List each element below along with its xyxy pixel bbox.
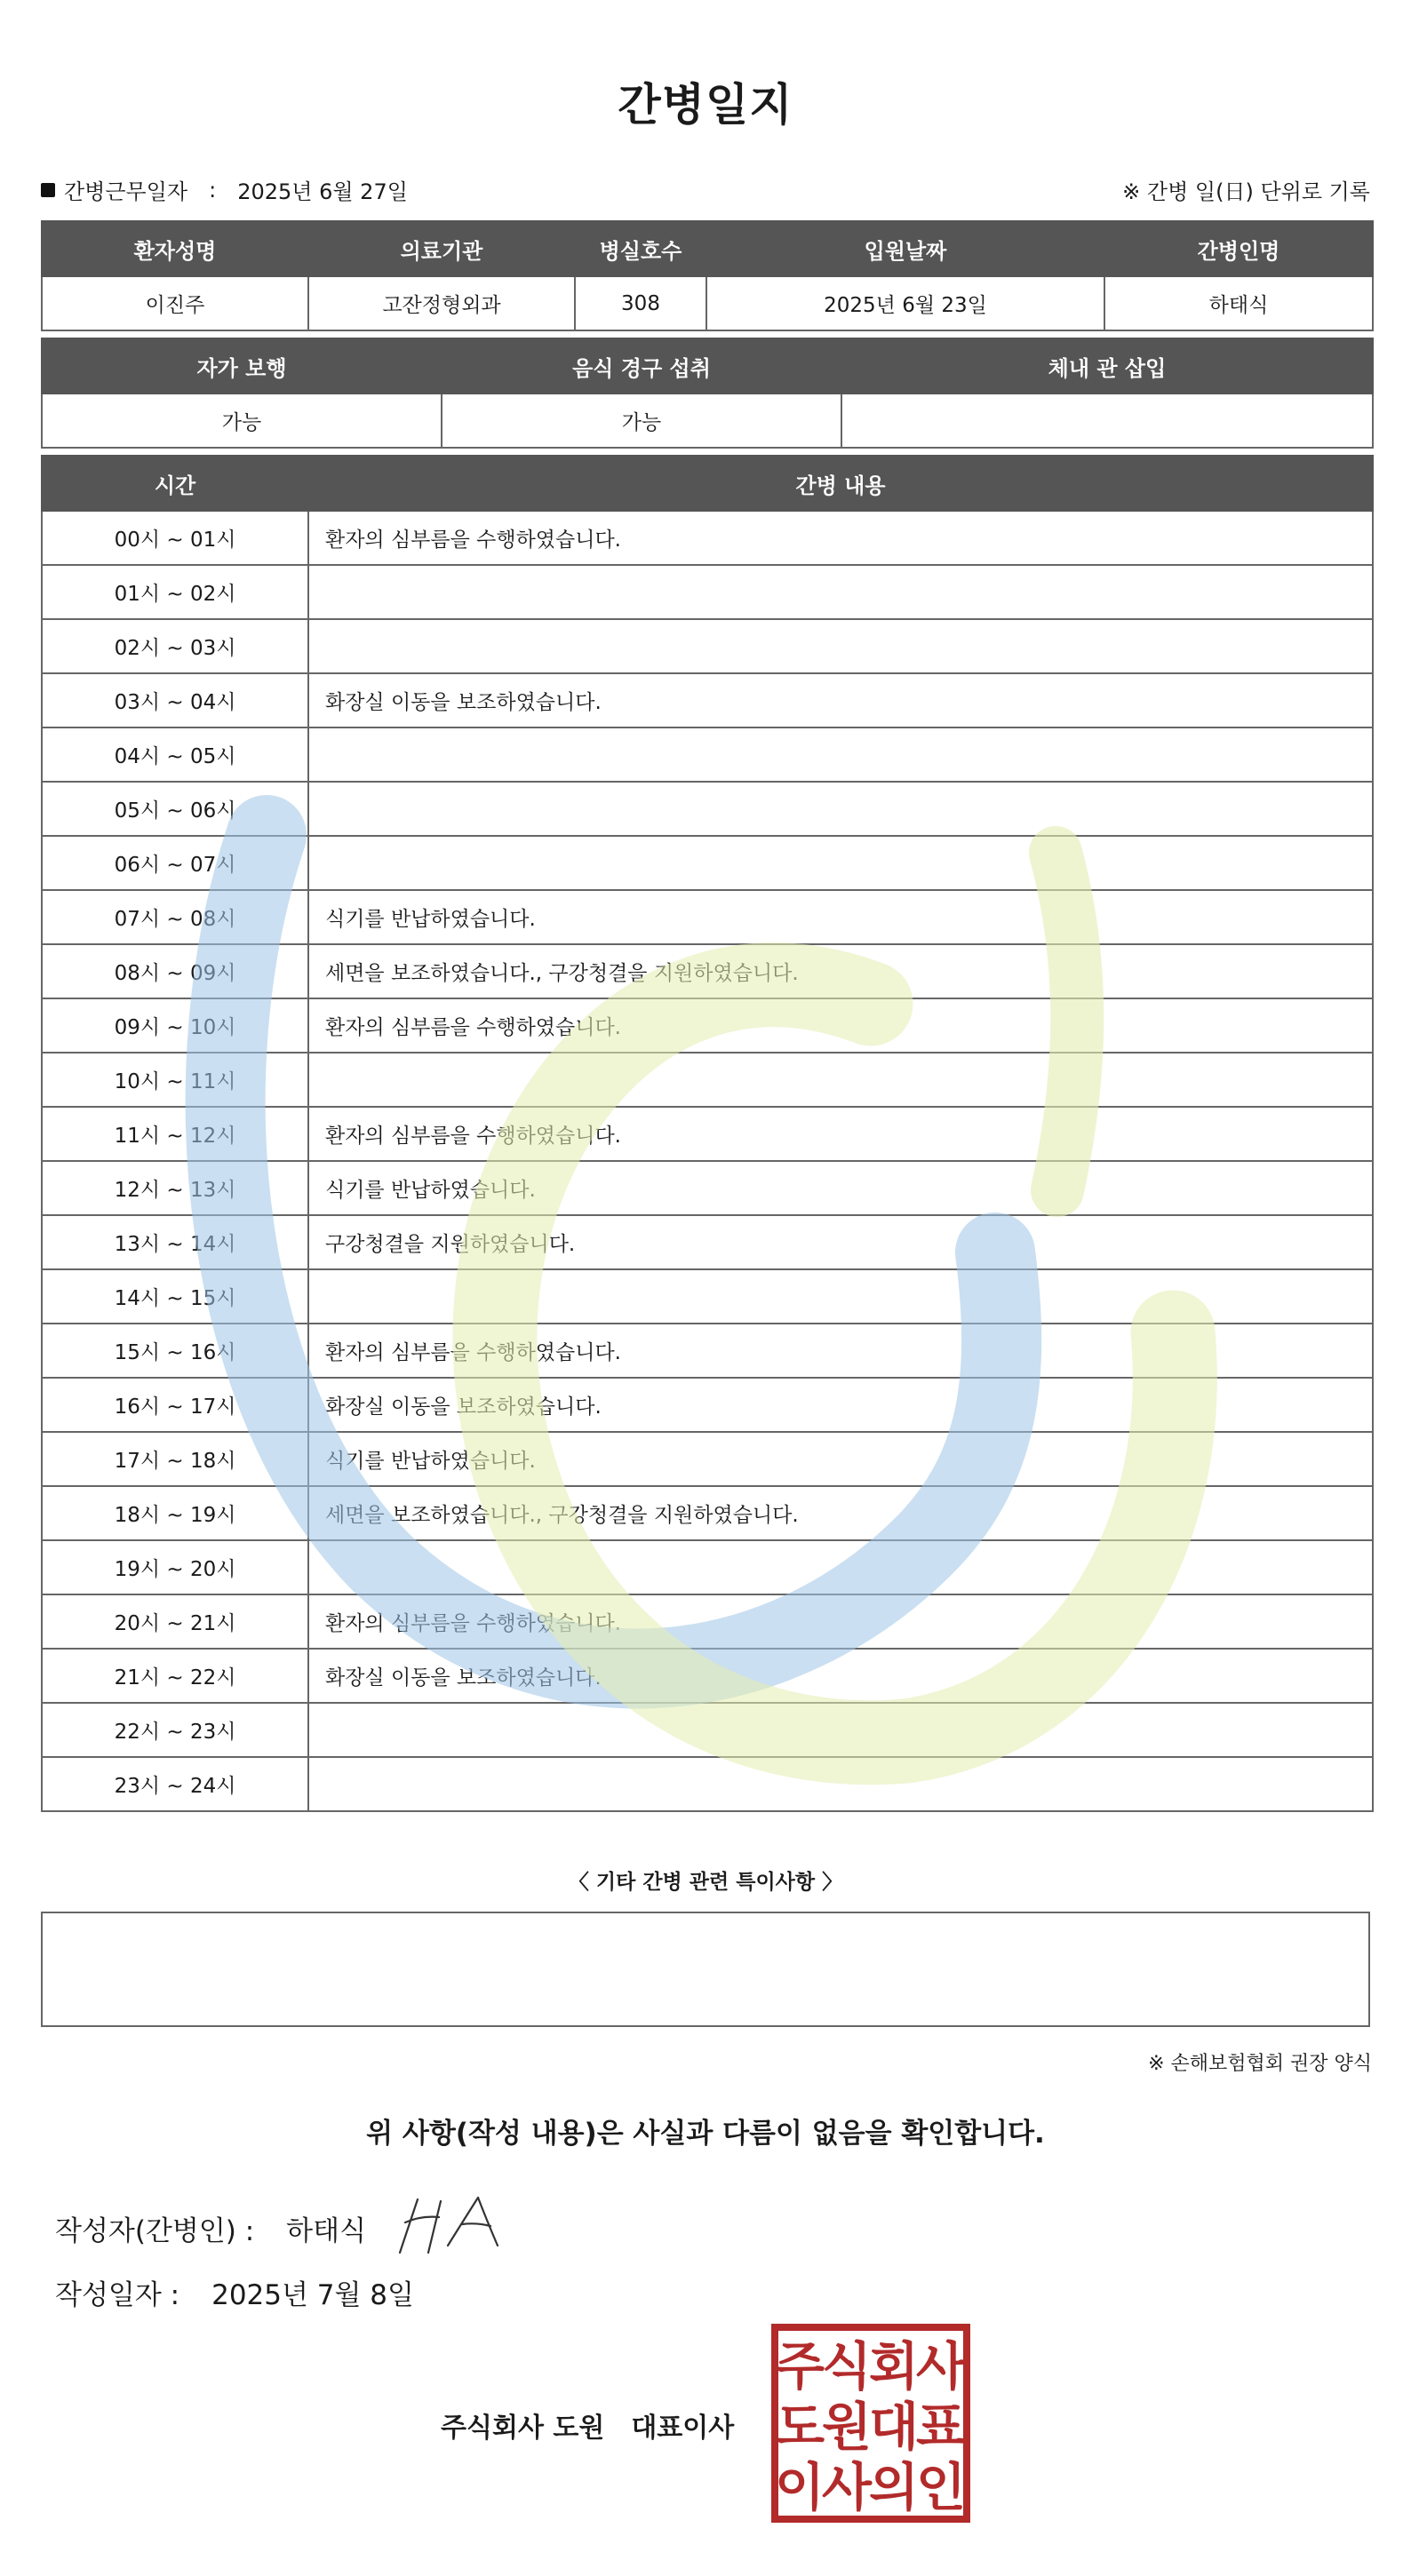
work-date-value: 2025년 6월 27일: [237, 179, 408, 204]
company-name: 주식회사 도원: [441, 2413, 605, 2444]
oral-intake-header: 음식 경구 섭취: [442, 338, 841, 394]
patient-name-cell: 이진주: [42, 276, 308, 330]
care-content-cell: [308, 1703, 1373, 1757]
care-content-cell: 세면을 보조하였습니다., 구강청결을 지원하였습니다.: [308, 1486, 1373, 1540]
notes-title: 〈 기타 간병 관련 특이사항 〉: [568, 1871, 843, 1894]
date-label: 작성일자 :: [55, 2279, 180, 2311]
time-slot-cell: 11시 ~ 12시: [42, 1107, 308, 1161]
care-log-table: [41, 455, 1374, 1812]
care-content-cell: 세면을 보조하였습니다., 구강청결을 지원하였습니다.: [308, 944, 1373, 998]
care-log-row: [42, 1703, 1373, 1757]
care-log-row: [42, 1161, 1373, 1215]
time-slot-cell: 18시 ~ 19시: [42, 1486, 308, 1540]
time-slot-cell: 02시 ~ 03시: [42, 619, 308, 673]
care-content-cell: [308, 1269, 1373, 1324]
seal-character: 식: [821, 2336, 873, 2397]
time-slot-cell: 05시 ~ 06시: [42, 782, 308, 836]
work-date-line: [41, 174, 1370, 210]
care-content-cell: 환자의 심부름을 수행하였습니다.: [308, 511, 1373, 565]
care-content-cell: 식기를 반납하였습니다.: [308, 1432, 1373, 1486]
care-content-cell: [308, 565, 1373, 619]
time-slot-cell: 09시 ~ 10시: [42, 998, 308, 1053]
care-log-body: [42, 511, 1373, 1811]
care-log-row: [42, 1540, 1373, 1594]
time-slot-cell: 07시 ~ 08시: [42, 890, 308, 944]
walking-header: 자가 보행: [42, 338, 442, 394]
status-value-row: [42, 394, 1373, 448]
care-log-row: [42, 1432, 1373, 1486]
care-content-cell: [308, 1053, 1373, 1107]
tube-insertion-header: 체내 관 삽입: [841, 338, 1373, 394]
care-log-row: [42, 727, 1373, 782]
care-content-cell: 식기를 반납하였습니다.: [308, 1161, 1373, 1215]
patient-status-table: [41, 338, 1374, 449]
care-content-cell: 환자의 심부름을 수행하였습니다.: [308, 998, 1373, 1053]
time-slot-cell: 21시 ~ 22시: [42, 1649, 308, 1703]
care-content-cell: 환자의 심부름을 수행하였습니다.: [308, 1324, 1373, 1378]
patient-info-header-row: [42, 221, 1373, 276]
tube-insertion-cell: [841, 394, 1373, 448]
writer-line: [55, 2208, 366, 2248]
care-content-cell: [308, 619, 1373, 673]
seal-character: 대: [868, 2397, 920, 2457]
time-slot-cell: 10시 ~ 11시: [42, 1053, 308, 1107]
care-log-row: [42, 836, 1373, 890]
care-log-row: [42, 1215, 1373, 1269]
care-content-cell: [308, 1540, 1373, 1594]
care-log-row: [42, 1324, 1373, 1378]
company-line: [441, 2405, 734, 2445]
care-content-cell: [308, 836, 1373, 890]
writer-name: 하태식: [286, 2215, 367, 2247]
care-log-row: [42, 1378, 1373, 1432]
care-log-row: [42, 1757, 1373, 1811]
seal-character: 주: [774, 2336, 825, 2397]
walking-cell: 가능: [42, 394, 442, 448]
seal-character: 이: [774, 2457, 825, 2517]
time-header: 시간: [42, 456, 308, 511]
care-content-cell: [308, 727, 1373, 782]
seal-character: 사: [821, 2457, 873, 2517]
hospital-cell: 고잔정형외과: [308, 276, 575, 330]
signature: [391, 2190, 506, 2256]
care-content-cell: 환자의 심부름을 수행하였습니다.: [308, 1594, 1373, 1649]
confirmation-text: 위 사항(작성 내용)은 사실과 다름이 없음을 확인합니다.: [366, 2118, 1045, 2150]
care-content-header: 간병 내용: [308, 456, 1373, 511]
care-content-cell: 화장실 이동을 보조하였습니다.: [308, 1378, 1373, 1432]
oral-intake-cell: 가능: [442, 394, 841, 448]
hospital-header: 의료기관: [308, 221, 575, 276]
caregiver-name-cell: 하태식: [1104, 276, 1373, 330]
care-log-row: [42, 1486, 1373, 1540]
seal-character: 원: [821, 2397, 873, 2457]
insurance-note: ※ 손해보험협회 권장 양식: [1148, 2053, 1372, 2075]
time-slot-cell: 03시 ~ 04시: [42, 673, 308, 727]
admission-date-header: 입원날짜: [706, 221, 1104, 276]
care-log-row: [42, 511, 1373, 565]
time-slot-cell: 04시 ~ 05시: [42, 727, 308, 782]
ceo-label: 대표이사: [631, 2413, 735, 2444]
time-slot-cell: 14시 ~ 15시: [42, 1269, 308, 1324]
time-slot-cell: 23시 ~ 24시: [42, 1757, 308, 1811]
room-number-header: 병실호수: [575, 221, 706, 276]
seal-character: 회: [868, 2336, 920, 2397]
care-log-row: [42, 944, 1373, 998]
time-slot-cell: 19시 ~ 20시: [42, 1540, 308, 1594]
writer-label: 작성자(간병인) :: [55, 2215, 255, 2247]
care-log-row: [42, 1107, 1373, 1161]
time-slot-cell: 15시 ~ 16시: [42, 1324, 308, 1378]
time-slot-cell: 22시 ~ 23시: [42, 1703, 308, 1757]
care-content-cell: [308, 1757, 1373, 1811]
care-log-row: [42, 1053, 1373, 1107]
work-date: [41, 174, 408, 205]
date-line: [55, 2272, 414, 2312]
work-date-label: 간병근무일자: [64, 179, 188, 204]
time-slot-cell: 08시 ~ 09시: [42, 944, 308, 998]
care-log-header-row: [42, 456, 1373, 511]
time-slot-cell: 16시 ~ 17시: [42, 1378, 308, 1432]
date-value: 2025년 7월 8일: [211, 2279, 414, 2311]
care-log-row: [42, 1594, 1373, 1649]
care-content-cell: [308, 782, 1373, 836]
unit-note: ※ 간병 일(日) 단위로 기록: [1122, 179, 1370, 204]
notes-box: [41, 1912, 1370, 2027]
care-content-cell: 화장실 이동을 보조하였습니다.: [308, 1649, 1373, 1703]
time-slot-cell: 12시 ~ 13시: [42, 1161, 308, 1215]
care-log-row: [42, 619, 1373, 673]
care-content-cell: 화장실 이동을 보조하였습니다.: [308, 673, 1373, 727]
seal-character: 표: [915, 2397, 967, 2457]
patient-info-value-row: [42, 276, 1373, 330]
care-log-row: [42, 673, 1373, 727]
time-slot-cell: 13시 ~ 14시: [42, 1215, 308, 1269]
document-title: 간병일지: [618, 79, 793, 131]
care-content-cell: 식기를 반납하였습니다.: [308, 890, 1373, 944]
care-log-row: [42, 565, 1373, 619]
time-slot-cell: 06시 ~ 07시: [42, 836, 308, 890]
time-slot-cell: 00시 ~ 01시: [42, 511, 308, 565]
care-content-cell: 구강청결을 지원하였습니다.: [308, 1215, 1373, 1269]
care-log-row: [42, 998, 1373, 1053]
care-log-row: [42, 890, 1373, 944]
seal-character: 의: [868, 2457, 920, 2517]
room-number-cell: 308: [575, 276, 706, 330]
care-log-row: [42, 782, 1373, 836]
company-seal-stamp: [771, 2324, 970, 2523]
seal-character: 인: [915, 2457, 967, 2517]
care-log-row: [42, 1649, 1373, 1703]
seal-character: 사: [915, 2336, 967, 2397]
patient-info-table: [41, 220, 1374, 331]
time-slot-cell: 20시 ~ 21시: [42, 1594, 308, 1649]
work-date-separator: :: [209, 177, 217, 203]
caregiver-name-header: 간병인명: [1104, 221, 1373, 276]
square-bullet-icon: [41, 183, 55, 197]
time-slot-cell: 17시 ~ 18시: [42, 1432, 308, 1486]
seal-character: 도: [774, 2397, 825, 2457]
status-header-row: [42, 338, 1373, 394]
patient-name-header: 환자성명: [42, 221, 308, 276]
care-content-cell: 환자의 심부름을 수행하였습니다.: [308, 1107, 1373, 1161]
admission-date-cell: 2025년 6월 23일: [706, 276, 1104, 330]
care-log-row: [42, 1269, 1373, 1324]
time-slot-cell: 01시 ~ 02시: [42, 565, 308, 619]
